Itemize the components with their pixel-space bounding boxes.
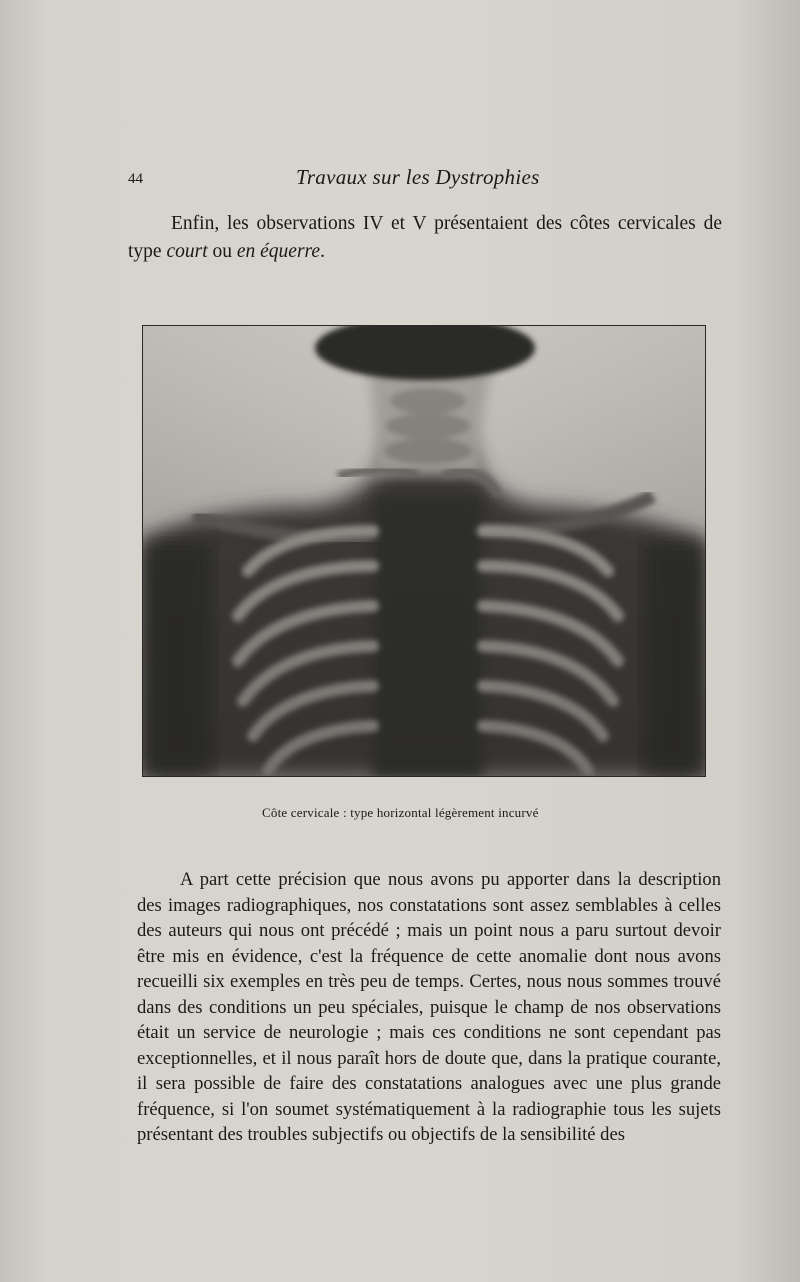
intro-text-end: .	[320, 241, 325, 262]
intro-italic-court: court	[166, 241, 208, 262]
intro-text-start: Enfin, les observations IV et V présentaient des côtes cervicales de type	[128, 213, 722, 262]
page-header	[128, 165, 720, 195]
intro-paragraph	[128, 210, 722, 266]
page-number: 44	[128, 171, 143, 187]
radiograph-figure	[142, 325, 706, 777]
intro-italic-equerre: en équerre	[236, 241, 321, 262]
running-title: Travaux sur les Dystrophies	[296, 165, 540, 189]
body-paragraph: A part cette précision que nous avons pu apporter dans la description des images radiographiques, nos constatations sont assez semblables à celles des auteurs qui nous ont précédé ; mais un point nous a paru surtout devoir être mis en évidence, c'est la fréquence de cette anomalie dont nous avons recueilli six exemples en très peu de temps. Certes, nous nous sommes trouvé dans des conditions un peu spéciales, puisque le champ de nos observations était un service de neurologie ; mais ces conditions ne sont cependant pas exceptionnelles, et il nous paraît hors de doute que, dans la pratique courante, il sera possible de faire des constatations analogues avec une plus grande fréquence, si l'on soumet systématiquement à la radiographie tous les sujets présentant des troubles subjectifs ou objectifs de la sensibilité des	[137, 869, 721, 1145]
radiograph-image	[143, 326, 705, 776]
figure-caption: Côte cervicale : type horizontal légèrement incurvé	[262, 805, 539, 820]
intro-text-middle: ou	[207, 241, 237, 262]
